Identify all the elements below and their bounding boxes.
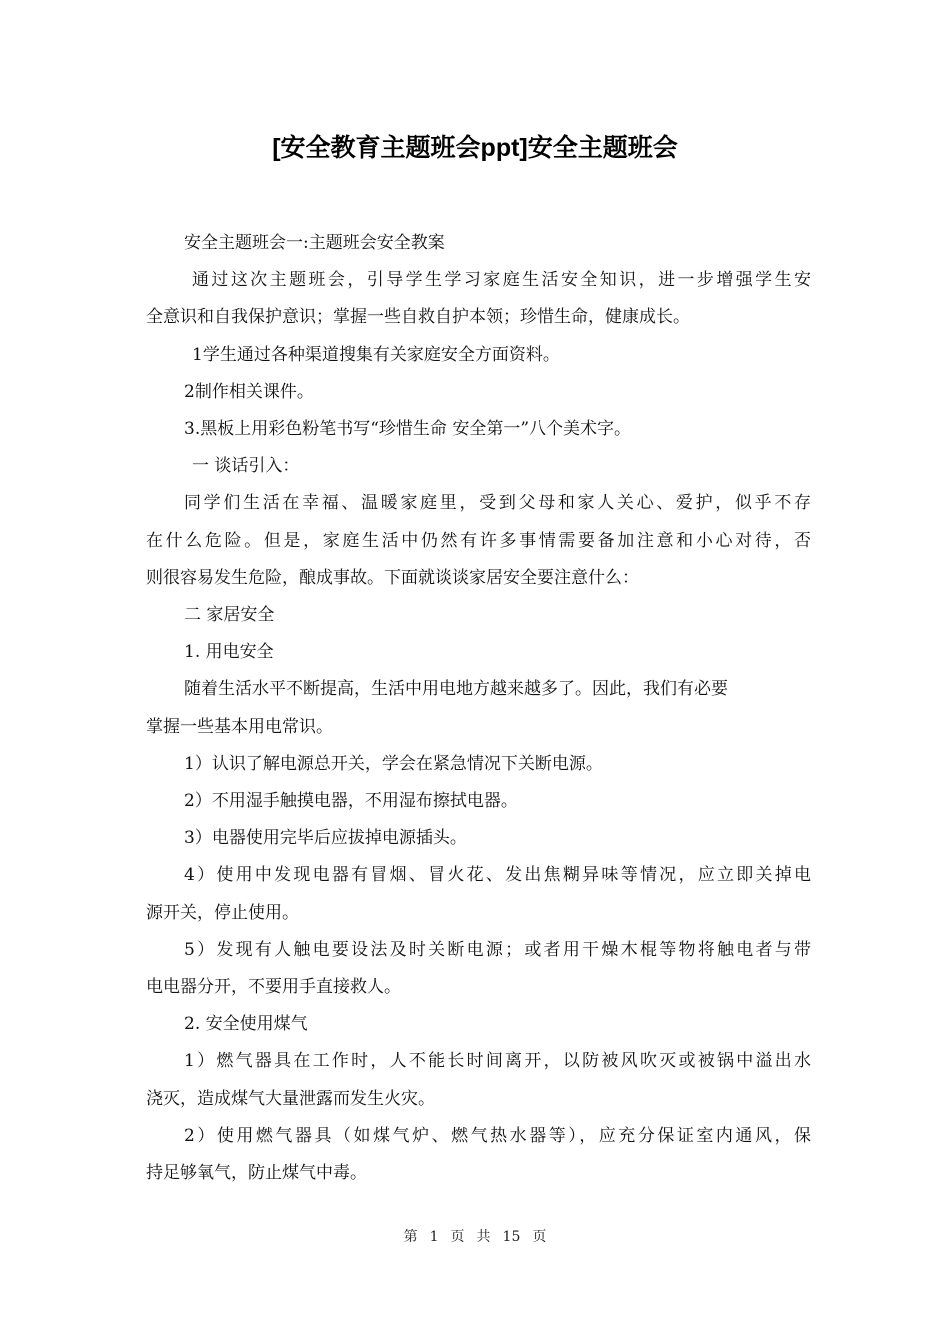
paragraph-line: 通过这次主题班会，引导学生学习家庭生活安全知识，进一步增强学生安 <box>192 270 811 291</box>
paragraph-line: 持足够氧气，防止煤气中毒。 <box>146 1163 367 1183</box>
paragraph-line: 2制作相关课件。 <box>184 381 314 402</box>
footer-label: 共 <box>476 1229 491 1245</box>
page-footer <box>0 1226 950 1248</box>
footer-label: 页 <box>532 1229 547 1245</box>
footer-label: 页 <box>450 1229 465 1245</box>
paragraph-line: 2）使用燃气器具（如煤气炉、燃气热水器等），应充分保证室内通风，保 <box>184 1125 811 1146</box>
paragraph-line: 则很容易发生危险，酿成事故。下面就谈谈家居安全要注意什么： <box>146 567 639 588</box>
paragraph-line: 2）不用湿手触摸电器，不用湿布擦拭电器。 <box>184 791 518 811</box>
paragraph-line: 一 谈话引入： <box>192 456 300 477</box>
paragraph-line: 电电器分开，不要用手直接救人。 <box>146 977 401 997</box>
paragraph-line: 同学们生活在幸福、温暖家庭里，受到父母和家人关心、爱护，似乎不存 <box>184 493 811 514</box>
paragraph-line: 安全主题班会一:主题班会安全教案 <box>184 233 445 253</box>
footer-total-pages: 15 <box>502 1229 521 1245</box>
paragraph-line: 2. 安全使用煤气 <box>184 1014 308 1035</box>
paragraph-line: 4）使用中发现电器有冒烟、冒火花、发出焦糊异味等情况，应立即关掉电 <box>184 865 811 886</box>
footer-current-page: 1 <box>429 1229 439 1245</box>
paragraph-line: 随着生活水平不断提高，生活中用电地方越来越多了。因此，我们有必要 <box>184 679 728 700</box>
paragraph-line: 浇灭，造成煤气大量泄露而发生火灾。 <box>146 1088 435 1109</box>
paragraph-line: 1）认识了解电源总开关，学会在紧急情况下关断电源。 <box>184 753 603 774</box>
paragraph-line: 二 家居安全 <box>184 605 275 625</box>
paragraph-line: 1. 用电安全 <box>184 642 274 663</box>
paragraph-line: 1学生通过各种渠道搜集有关家庭安全方面资料。 <box>192 344 560 365</box>
paragraph-line: 3）电器使用完毕后应拔掉电源插头。 <box>184 828 467 849</box>
paragraph-line: 在什么危险。但是，家庭生活中仍然有许多事情需要备加注意和小心对待，否 <box>146 530 811 551</box>
paragraph-line: 5）发现有人触电要设法及时关断电源；或者用干燥木棍等物将触电者与带 <box>184 939 811 960</box>
paragraph-line: 掌握一些基本用电常识。 <box>146 716 333 737</box>
document-title: [安全教育主题班会ppt]安全主题班会 <box>272 134 678 162</box>
paragraph-line: 1）燃气器具在工作时，人不能长时间离开，以防被风吹灭或被锅中溢出水 <box>184 1051 811 1072</box>
footer-label: 第 <box>403 1229 418 1245</box>
paragraph-line: 源开关，停止使用。 <box>146 902 299 923</box>
paragraph-line: 3.黑板上用彩色粉笔书写“珍惜生命 安全第一”八个美术字。 <box>184 419 632 439</box>
paragraph-line: 全意识和自我保护意识；掌握一些自救自护本领；珍惜生命，健康成长。 <box>146 307 690 328</box>
